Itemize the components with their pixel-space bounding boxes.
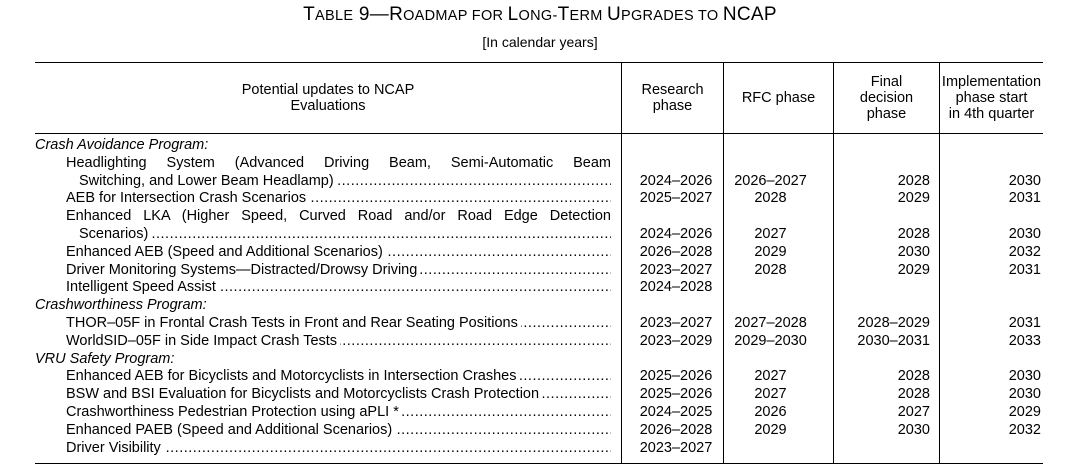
table-row — [35, 279, 1043, 296]
row-description: Driver Visibility ..... — [66, 440, 611, 457]
row-description: Enhanced LKA (Higher Speed, Curved Road and/or Road Edge Detection — [66, 208, 611, 225]
table-row — [35, 422, 1043, 439]
row-description: Enhanced AEB for Bicyclists and Motorcyclists in Intersection Crashes ..... — [66, 368, 611, 385]
header-potential-updates: Potential updates to NCAP Evaluations — [241, 82, 415, 114]
research-phase-cell: 2025–2027 — [639, 190, 713, 207]
final-decision-cell: 2028–2029 — [857, 315, 930, 331]
table-row — [35, 315, 1043, 332]
table-row — [35, 440, 1043, 457]
table-row — [35, 173, 1043, 190]
implementation-cell: 2031 — [1008, 261, 1041, 278]
final-decision-cell: 2030 — [897, 421, 930, 438]
research-phase-cell: 2024–2026 — [639, 226, 713, 242]
row-description: WorldSID–05F in Side Impact Crash Tests ..... — [66, 333, 611, 350]
header-implementation-phase: Implementation phase start in 4th quarter — [941, 74, 1042, 122]
row-description: Intelligent Speed Assist ..... — [66, 279, 611, 296]
rfc-phase-cell: 2029 — [754, 421, 787, 438]
final-decision-cell — [823, 440, 930, 457]
rfc-phase-cell: 2027 — [754, 386, 787, 403]
table-title: TABLE 9—ROADMAP FOR LONG-TERM UPGRADES TO NCAP — [303, 4, 777, 25]
header-research-phase: Research phase — [641, 82, 704, 114]
table-subtitle: [In calendar years] — [482, 34, 598, 50]
rfc-phase-cell: 2029 — [754, 243, 787, 260]
implementation-cell: 2031 — [1008, 190, 1041, 207]
final-decision-cell: 2029 — [897, 261, 930, 278]
category-label: VRU Safety Program: — [35, 351, 177, 368]
research-phase-cell: 2025–2026 — [639, 368, 713, 385]
rfc-phase-cell: 2027–2028 — [734, 315, 807, 331]
research-phase-cell: 2025–2026 — [639, 386, 713, 403]
table-row — [35, 226, 1043, 243]
implementation-cell: 2032 — [1008, 243, 1041, 260]
research-phase-cell: 2026–2028 — [639, 243, 713, 260]
rfc-phase-cell: 2026–2027 — [734, 172, 807, 189]
implementation-cell: 2030 — [1008, 368, 1041, 385]
final-decision-cell: 2028 — [897, 172, 930, 189]
implementation-cell — [935, 279, 1041, 296]
implementation-cell: 2031 — [1008, 315, 1041, 331]
category-label: Crash Avoidance Program: — [35, 137, 211, 154]
row-description: BSW and BSI Evaluation for Bicyclists and Motorcyclists Crash Protection ..... — [66, 386, 611, 403]
implementation-cell — [935, 440, 1041, 457]
implementation-cell: 2032 — [1008, 421, 1041, 438]
final-decision-cell: 2028 — [897, 368, 930, 385]
table-row — [35, 190, 1043, 207]
row-description: Driver Monitoring Systems—Distracted/Drowsy Driving ..... — [66, 262, 611, 279]
header-final-decision-phase: Final decision phase — [859, 74, 914, 122]
table-top-rule — [35, 62, 1043, 63]
rfc-phase-cell: 2028 — [754, 261, 787, 278]
final-decision-cell: 2027 — [897, 404, 930, 420]
final-decision-cell: 2028 — [897, 226, 930, 242]
final-decision-cell — [823, 279, 930, 296]
rfc-phase-cell: 2026 — [754, 404, 787, 420]
table-row — [35, 262, 1043, 279]
table-row — [35, 386, 1043, 403]
table-row — [35, 404, 1043, 421]
research-phase-cell: 2023–2027 — [639, 439, 713, 456]
implementation-cell: 2030 — [1008, 226, 1041, 242]
row-description: Headlighting System (Advanced Driving Beam, Semi-Automatic Beam — [66, 154, 611, 171]
rfc-phase-cell: 2027 — [754, 368, 787, 385]
category-row — [35, 297, 1043, 314]
category-label: Crashworthiness Program: — [35, 297, 210, 314]
header-rfc-phase: RFC phase — [741, 90, 816, 106]
row-description: Enhanced PAEB (Speed and Additional Scenarios) ..... — [66, 422, 611, 439]
rfc-phase-cell — [723, 279, 818, 296]
table-row — [35, 244, 1043, 261]
row-description: Crashworthiness Pedestrian Protection using aPLI * ..... — [66, 404, 611, 421]
table-row — [35, 208, 1043, 225]
research-phase-cell: 2023–2027 — [639, 315, 713, 331]
implementation-cell: 2030 — [1008, 172, 1041, 189]
final-decision-cell: 2029 — [897, 190, 930, 207]
table-header-rule — [35, 133, 1043, 134]
implementation-cell: 2029 — [1008, 404, 1041, 420]
rfc-phase-cell: 2027 — [754, 226, 787, 242]
research-phase-cell: 2023–2029 — [639, 332, 713, 349]
table-bottom-rule — [35, 463, 1043, 464]
final-decision-cell: 2028 — [897, 386, 930, 403]
table-row — [35, 368, 1043, 385]
implementation-cell: 2030 — [1008, 386, 1041, 403]
final-decision-cell: 2030–2031 — [857, 332, 930, 349]
category-row — [35, 137, 1043, 154]
final-decision-cell: 2030 — [897, 243, 930, 260]
research-phase-cell: 2024–2026 — [639, 172, 713, 189]
research-phase-cell: 2024–2028 — [639, 279, 713, 296]
rfc-phase-cell: 2028 — [754, 190, 787, 207]
research-phase-cell: 2026–2028 — [639, 421, 713, 438]
row-description: Scenarios) ..... — [79, 226, 611, 243]
row-description: Switching, and Lower Beam Headlamp) ..... — [79, 173, 611, 190]
rfc-phase-cell — [723, 440, 818, 457]
row-description: AEB for Intersection Crash Scenarios ..... — [66, 190, 611, 207]
table-row — [35, 333, 1043, 350]
implementation-cell: 2033 — [1008, 332, 1041, 349]
research-phase-cell: 2024–2025 — [639, 404, 713, 420]
research-phase-cell: 2023–2027 — [639, 261, 713, 278]
category-row — [35, 351, 1043, 368]
rfc-phase-cell: 2029–2030 — [734, 332, 807, 349]
table-row — [35, 155, 1043, 172]
row-description: THOR–05F in Frontal Crash Tests in Front and Rear Seating Positions ..... — [66, 315, 611, 332]
row-description: Enhanced AEB (Speed and Additional Scenarios) ..... — [66, 244, 611, 261]
